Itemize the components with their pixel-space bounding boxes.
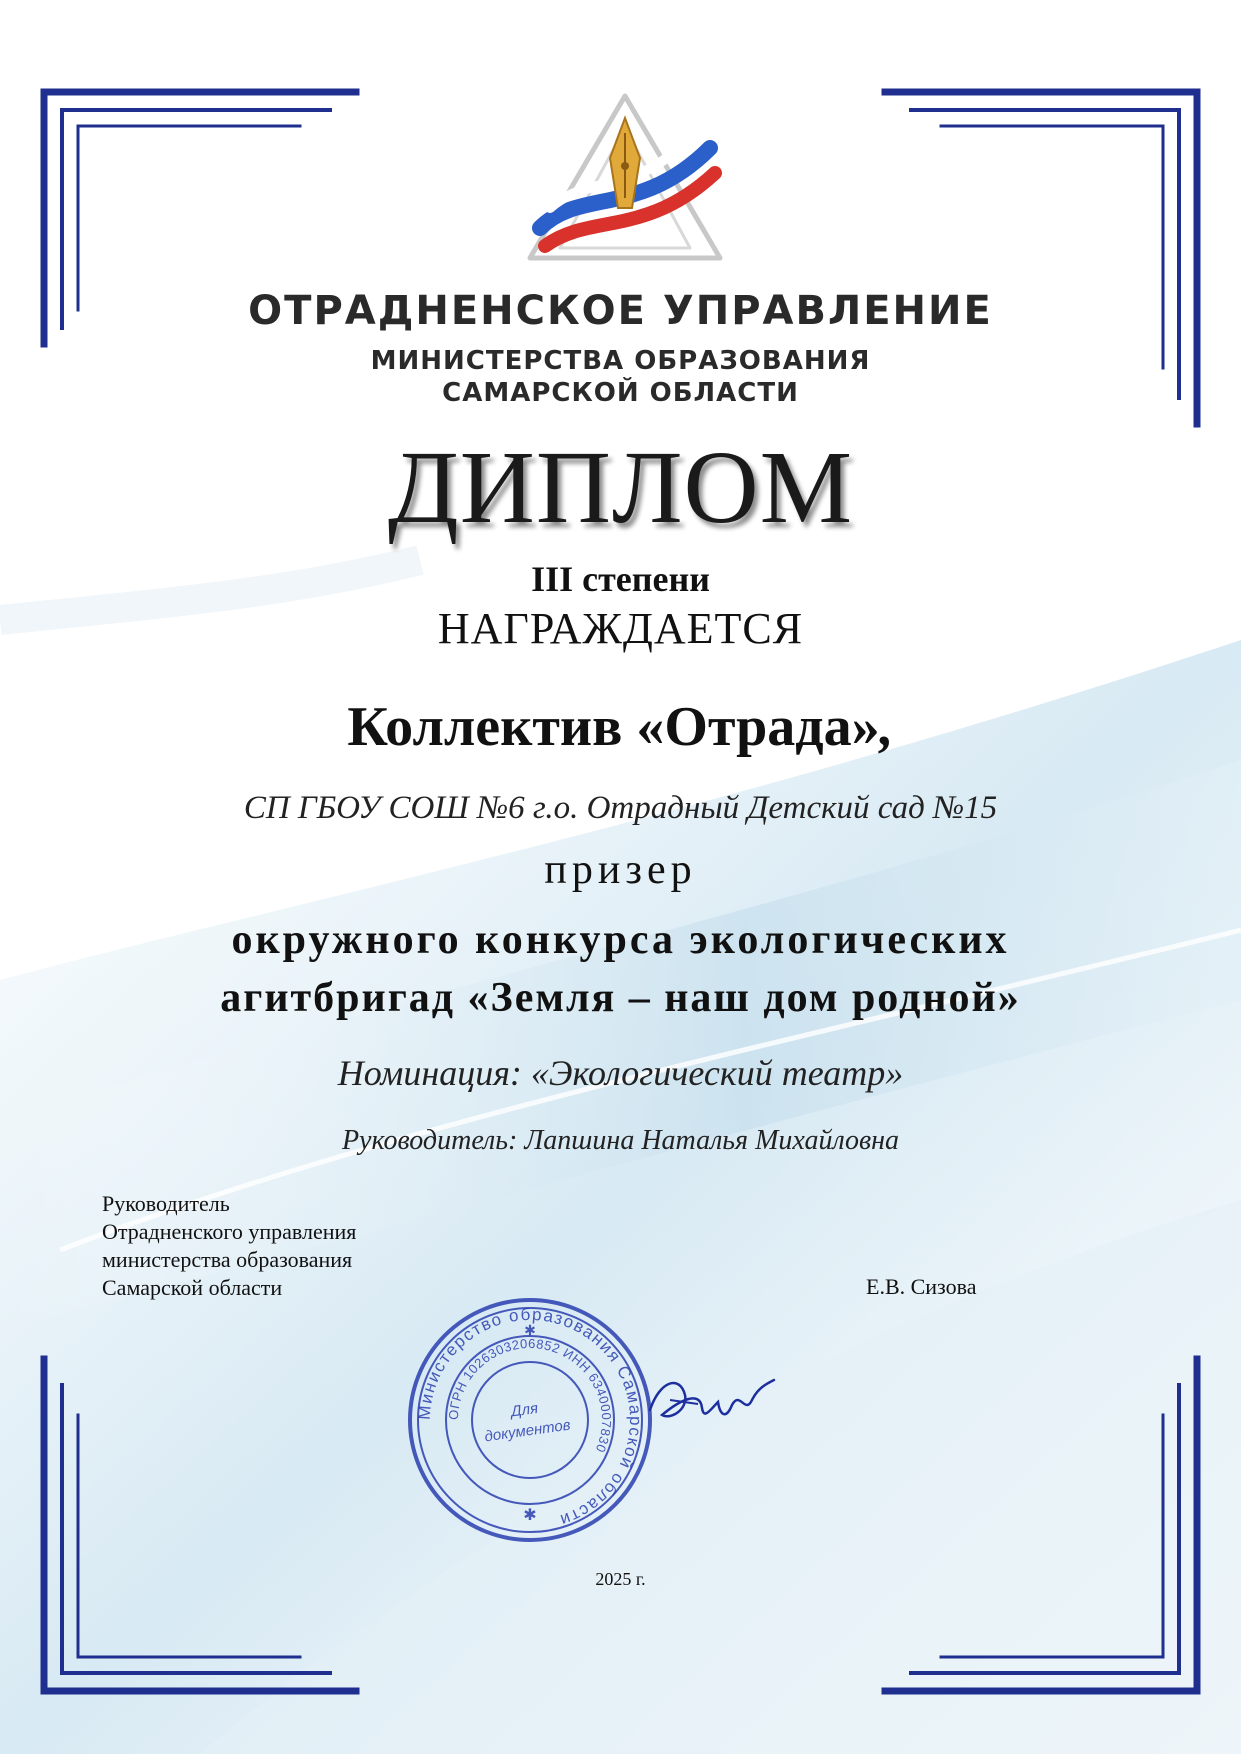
team-leader: Руководитель: Лапшина Наталья Михайловна [341,1125,900,1156]
svg-text:✱: ✱ [524,1322,536,1338]
stamp-inner-text: ОГРН 1026303206852 ИНН 6340007830 [445,1335,615,1455]
issue-year: 2025 г. [595,1569,646,1589]
svg-text:✱: ✱ [523,1507,537,1524]
corner-frame-top-right [881,88,1201,428]
signatory-line-1: Руководитель [102,1191,230,1216]
stamp-center-line-1: Для [510,1399,540,1421]
recipient-name [0,695,1241,759]
official-stamp [400,1290,660,1550]
diploma-title: ДИПЛОМ [387,430,854,545]
diploma-degree: III степени [531,559,710,599]
ministry-logo [520,88,730,278]
nomination: Номинация: «Экологический театр» [337,1053,904,1093]
recipient-comma: , [879,696,894,758]
corner-frame-bottom-right [881,1355,1201,1695]
stamp-outer-text: Министерство образования Самарской области [414,1304,646,1531]
school-name: СП ГБОУ СОШ №6 г.о. Отрадный Детский сад №15 [243,790,998,826]
stamp-center-line-2: документов [483,1416,572,1446]
signatory-title [102,1190,356,1302]
place-label: призер [544,847,697,893]
org-line-1: ОТРАДНЕНСКОЕ УПРАВЛЕНИЕ [248,288,993,334]
handwritten-signature [640,1370,780,1440]
contest-line-1: окружного конкурса экологических [231,917,1010,963]
recipient-text: Коллектив «Отрада» [347,696,880,758]
org-line-2: МИНИСТЕРСТВА ОБРАЗОВАНИЯ [370,346,871,376]
signatory-name: Е.В. Сизова [866,1274,977,1299]
signatory-line-3: министерства образования [102,1247,353,1272]
signatory-line-2: Отрадненского управления [102,1219,357,1244]
awarded-label: НАГРАЖДАЕТСЯ [437,604,804,653]
org-line-3: САМАРСКОЙ ОБЛАСТИ [442,378,799,408]
corner-frame-bottom-left [40,1355,360,1695]
signatory-line-4: Самарской области [102,1275,283,1300]
contest-line-2: агитбригад «Земля – наш дом родной» [220,975,1021,1021]
